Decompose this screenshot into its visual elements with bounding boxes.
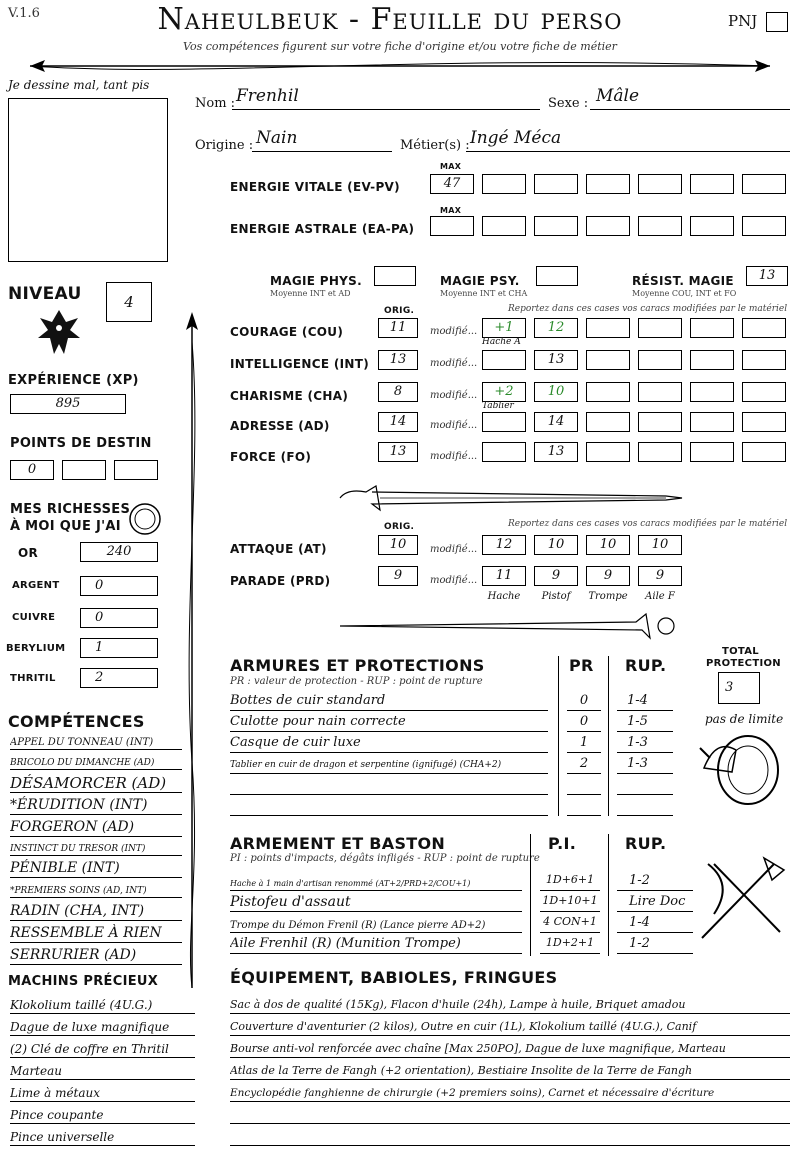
cuivre-box[interactable]: 0 bbox=[80, 608, 158, 628]
intelligence-mod[interactable] bbox=[638, 350, 682, 370]
armure-rup[interactable]: 1-3 bbox=[617, 735, 673, 753]
orig-label: ORIG. bbox=[384, 306, 415, 316]
adresse-mod[interactable] bbox=[690, 412, 734, 432]
arme-name[interactable]: Aile Frenhil (R) (Munition Trompe) bbox=[230, 936, 522, 954]
ea-box[interactable] bbox=[690, 216, 734, 236]
courage-mod[interactable] bbox=[690, 318, 734, 338]
armure-name[interactable] bbox=[230, 798, 548, 816]
parade-mod[interactable]: 9 bbox=[534, 566, 578, 586]
armement-col-divider bbox=[608, 834, 609, 956]
armures-col-divider bbox=[558, 656, 559, 816]
berylium-box[interactable]: 1 bbox=[80, 638, 158, 658]
arme-name[interactable]: Trompe du Démon Frenil (R) (Lance pierre AD+2) bbox=[230, 915, 522, 933]
armure-pr[interactable]: 2 bbox=[567, 756, 601, 774]
ea-box[interactable] bbox=[482, 216, 526, 236]
page-subtitle: Vos compétences figurent sur votre fiche d'origine et/ou votre fiche de métier bbox=[183, 40, 617, 53]
ev-box[interactable] bbox=[742, 174, 786, 194]
ev-max-box[interactable]: 47 bbox=[430, 174, 474, 194]
precieux-item[interactable]: Pince coupante bbox=[10, 1106, 195, 1124]
rup-header: RUP. bbox=[625, 656, 667, 675]
limit-note: pas de limite bbox=[705, 712, 784, 726]
destin-box[interactable]: 0 bbox=[10, 460, 54, 480]
portrait-caption: Je dessine mal, tant pis bbox=[8, 78, 150, 92]
arme-name[interactable]: Hache à 1 main d'artisan renommé (AT+2/PRD+2/COU+1) bbox=[230, 873, 522, 891]
armure-name[interactable]: Culotte pour nain correcte bbox=[230, 714, 548, 732]
equipement-line[interactable]: Atlas de la Terre de Fangh (+2 orientation), Bestiaire Insolite de la Terre de Fangh bbox=[230, 1062, 790, 1080]
equipement-line[interactable]: Encyclopédie fanghienne de chirurgie (+2 premiers soins), Carnet et nécessaire d'écriture bbox=[230, 1084, 790, 1102]
arme-pi[interactable]: 1D+10+1 bbox=[540, 894, 600, 912]
armure-name[interactable]: Bottes de cuir standard bbox=[230, 693, 548, 711]
richesses-label-2: À MOI QUE J'AI bbox=[10, 519, 121, 534]
origine-field[interactable]: Nain bbox=[252, 128, 392, 152]
arme-pi[interactable]: 4 CON+1 bbox=[540, 915, 600, 933]
precieux-item[interactable]: Dague de luxe magnifique bbox=[10, 1018, 195, 1036]
modif-label: modifié... bbox=[430, 326, 478, 337]
skill-item[interactable]: RESSEMBLE À RIEN bbox=[10, 923, 182, 943]
ea-box[interactable] bbox=[638, 216, 682, 236]
parade-mod[interactable]: 9 bbox=[638, 566, 682, 586]
precieux-item[interactable]: Marteau bbox=[10, 1062, 195, 1080]
charisme-mod[interactable]: +2 bbox=[482, 382, 526, 402]
charisme-mod[interactable] bbox=[742, 382, 786, 402]
skill-item[interactable]: APPEL DU TONNEAU (INT) bbox=[10, 734, 182, 750]
pi-header: P.I. bbox=[548, 834, 577, 853]
ea-box[interactable] bbox=[586, 216, 630, 236]
attaque-orig[interactable]: 10 bbox=[378, 535, 418, 555]
pnj-label: PNJ bbox=[728, 12, 758, 30]
attaque-label: ATTAQUE (AT) bbox=[230, 542, 327, 556]
skill-item[interactable]: INSTINCT DU TRESOR (INT) bbox=[10, 840, 182, 856]
equipement-line[interactable] bbox=[230, 1106, 790, 1124]
armure-name[interactable]: Casque de cuir luxe bbox=[230, 735, 548, 753]
modif-label: modifié... bbox=[430, 544, 478, 555]
competences-title: COMPÉTENCES bbox=[8, 712, 145, 731]
force-orig[interactable]: 13 bbox=[378, 442, 418, 462]
berylium-label: BERYLIUM bbox=[6, 643, 66, 654]
attaque-mod[interactable]: 12 bbox=[482, 535, 526, 555]
force-mod[interactable] bbox=[742, 442, 786, 462]
niveau-box[interactable]: 4 bbox=[106, 282, 152, 322]
weapon-col-label: Trompe bbox=[588, 591, 628, 602]
total-label-2: PROTECTION bbox=[706, 658, 781, 669]
thritil-box[interactable]: 2 bbox=[80, 668, 158, 688]
magie-psy-label: MAGIE PSY. bbox=[440, 274, 520, 288]
ev-box[interactable] bbox=[690, 174, 734, 194]
modif-label: modifié... bbox=[430, 390, 478, 401]
armure-pr[interactable]: 0 bbox=[567, 693, 601, 711]
magie-phys-sub: Moyenne INT et AD bbox=[270, 289, 351, 298]
courage-mod[interactable] bbox=[586, 318, 630, 338]
origine-label: Origine : bbox=[195, 138, 254, 153]
intelligence-mod[interactable] bbox=[586, 350, 630, 370]
arme-pi[interactable]: 1D+2+1 bbox=[540, 936, 600, 954]
magie-psy-sub: Moyenne INT et CHA bbox=[440, 289, 528, 298]
version-label: V.1.6 bbox=[8, 6, 40, 21]
ea-box[interactable] bbox=[742, 216, 786, 236]
destin-box[interactable] bbox=[114, 460, 158, 480]
armure-pr[interactable] bbox=[567, 798, 601, 816]
charisme-mod[interactable] bbox=[638, 382, 682, 402]
weapon-col-label: Hache bbox=[487, 591, 521, 602]
attaque-mod[interactable]: 10 bbox=[534, 535, 578, 555]
armure-name[interactable]: Tablier en cuir de dragon et serpentine (ignifugé) (CHA+2) bbox=[230, 756, 548, 774]
coin-icon bbox=[128, 502, 162, 536]
pnj-checkbox[interactable] bbox=[766, 12, 788, 32]
ev-box[interactable] bbox=[534, 174, 578, 194]
skill-item[interactable]: PÉNIBLE (INT) bbox=[10, 858, 182, 878]
arme-pi[interactable]: 1D+6+1 bbox=[540, 873, 600, 891]
armure-rup[interactable]: 1-3 bbox=[617, 756, 673, 774]
intelligence-orig[interactable]: 13 bbox=[378, 350, 418, 370]
armure-rup[interactable]: 1-4 bbox=[617, 693, 673, 711]
xp-label: EXPÉRIENCE (XP) bbox=[8, 373, 139, 388]
armure-rup[interactable]: 1-5 bbox=[617, 714, 673, 732]
weapon-col-label: Aile F bbox=[645, 591, 675, 602]
parade-label: PARADE (PRD) bbox=[230, 574, 331, 588]
intelligence-mod[interactable]: 13 bbox=[534, 350, 578, 370]
arme-name[interactable]: Pistofeu d'assaut bbox=[230, 894, 522, 912]
arme-rup[interactable]: 1-2 bbox=[617, 873, 693, 891]
skill-item[interactable]: SERRURIER (AD) bbox=[10, 945, 182, 965]
equipement-line[interactable]: Couverture d'aventurier (2 kilos), Outre en cuir (1L), Klokolium taillé (4U.G.), Canif bbox=[230, 1018, 790, 1036]
skill-item[interactable]: *ÉRUDITION (INT) bbox=[10, 795, 182, 815]
magie-phys-label: MAGIE PHYS. bbox=[270, 274, 362, 288]
ev-max-label: MAX bbox=[440, 162, 462, 171]
combat-orig-label: ORIG. bbox=[384, 522, 415, 532]
ea-box[interactable] bbox=[534, 216, 578, 236]
vertical-spear-icon bbox=[180, 312, 204, 992]
skill-item[interactable]: FORGERON (AD) bbox=[10, 817, 182, 837]
precieux-title: MACHINS PRÉCIEUX bbox=[8, 974, 159, 989]
spear-divider-icon bbox=[10, 54, 790, 78]
page-title: Naheulbeuk - Feuille du perso bbox=[157, 2, 623, 37]
metier-field[interactable]: Ingé Méca bbox=[466, 128, 790, 152]
charisme-label: CHARISME (CHA) bbox=[230, 389, 349, 403]
resist-magie-label: RÉSIST. MAGIE bbox=[632, 274, 734, 288]
force-mod[interactable] bbox=[638, 442, 682, 462]
armures-title: ARMURES ET PROTECTIONS bbox=[230, 656, 485, 675]
resist-magie-sub: Moyenne COU, INT et FO bbox=[632, 289, 737, 298]
ev-label: ENERGIE VITALE (EV-PV) bbox=[230, 180, 400, 194]
modif-label: modifié... bbox=[430, 575, 478, 586]
courage-mod[interactable] bbox=[638, 318, 682, 338]
courage-mod[interactable]: 12 bbox=[534, 318, 578, 338]
charisme-note: Tablier bbox=[482, 401, 514, 411]
ev-box[interactable] bbox=[638, 174, 682, 194]
force-label: FORCE (FO) bbox=[230, 450, 312, 464]
resist-magie-box[interactable]: 13 bbox=[746, 266, 788, 286]
modif-label: modifié... bbox=[430, 358, 478, 369]
adresse-orig[interactable]: 14 bbox=[378, 412, 418, 432]
adresse-mod[interactable] bbox=[638, 412, 682, 432]
pr-header: PR bbox=[569, 656, 594, 675]
or-label: OR bbox=[18, 546, 39, 560]
or-box[interactable]: 240 bbox=[80, 542, 158, 562]
nom-label: Nom : bbox=[195, 96, 236, 111]
armure-rup[interactable] bbox=[617, 798, 673, 816]
total-protection-box[interactable]: 3 bbox=[718, 672, 760, 704]
weapon-col-label: Pistof bbox=[541, 591, 571, 602]
armement-sub: PI : points d'impacts, dégâts infligés - RUP : point de rupture bbox=[230, 853, 540, 864]
modif-label: modifié... bbox=[430, 451, 478, 462]
richesses-label: MES RICHESSES bbox=[10, 502, 131, 517]
adresse-mod[interactable] bbox=[482, 412, 526, 432]
force-mod[interactable] bbox=[690, 442, 734, 462]
equipement-title: ÉQUIPEMENT, BABIOLES, FRINGUES bbox=[230, 968, 558, 987]
ea-max-box[interactable] bbox=[430, 216, 474, 236]
equipement-line[interactable] bbox=[230, 1128, 790, 1146]
precieux-item[interactable]: Lime à métaux bbox=[10, 1084, 195, 1102]
sword-icon bbox=[336, 608, 686, 644]
armure-pr[interactable]: 0 bbox=[567, 714, 601, 732]
adresse-label: ADRESSE (AD) bbox=[230, 419, 330, 433]
intelligence-mod[interactable] bbox=[742, 350, 786, 370]
courage-mod[interactable]: +1 bbox=[482, 318, 526, 338]
arme-rup[interactable]: Lire Doc bbox=[617, 894, 693, 912]
intelligence-label: INTELLIGENCE (INT) bbox=[230, 357, 369, 371]
cuivre-label: CUIVRE bbox=[12, 612, 56, 623]
skill-item[interactable]: *PREMIERS SOINS (AD, INT) bbox=[10, 882, 182, 898]
xp-box[interactable]: 895 bbox=[10, 394, 126, 414]
nom-field[interactable]: Frenhil bbox=[232, 86, 540, 110]
sexe-field[interactable]: Mâle bbox=[590, 86, 790, 110]
shield-helmet-icon bbox=[696, 728, 786, 808]
parade-orig[interactable]: 9 bbox=[378, 566, 418, 586]
parade-mod[interactable]: 11 bbox=[482, 566, 526, 586]
dragon-icon bbox=[34, 304, 84, 364]
weapons-icon bbox=[694, 854, 790, 944]
armure-name[interactable] bbox=[230, 777, 548, 795]
adresse-mod[interactable]: 14 bbox=[534, 412, 578, 432]
magie-phys-box[interactable] bbox=[374, 266, 416, 286]
armure-pr[interactable]: 1 bbox=[567, 735, 601, 753]
destin-label: POINTS DE DESTIN bbox=[10, 436, 152, 451]
armement-col-divider bbox=[530, 834, 531, 956]
force-mod[interactable] bbox=[482, 442, 526, 462]
sexe-label: Sexe : bbox=[548, 96, 589, 111]
portrait-box[interactable] bbox=[8, 98, 168, 262]
metier-label: Métier(s) : bbox=[400, 138, 470, 153]
arme-rup[interactable]: 1-2 bbox=[617, 936, 693, 954]
ea-label: ENERGIE ASTRALE (EA-PA) bbox=[230, 222, 415, 236]
force-mod[interactable] bbox=[586, 442, 630, 462]
attaque-mod[interactable]: 10 bbox=[586, 535, 630, 555]
attaque-mod[interactable]: 10 bbox=[638, 535, 682, 555]
ea-max-label: MAX bbox=[440, 206, 462, 215]
argent-label: ARGENT bbox=[12, 580, 60, 591]
parade-mod[interactable]: 9 bbox=[586, 566, 630, 586]
force-mod[interactable]: 13 bbox=[534, 442, 578, 462]
courage-label: COURAGE (COU) bbox=[230, 325, 344, 339]
arme-rup[interactable]: 1-4 bbox=[617, 915, 693, 933]
adresse-mod[interactable] bbox=[742, 412, 786, 432]
charisme-mod[interactable]: 10 bbox=[534, 382, 578, 402]
precieux-item[interactable]: Pince universelle bbox=[10, 1128, 195, 1146]
courage-mod[interactable] bbox=[742, 318, 786, 338]
courage-note: Hache A bbox=[482, 337, 521, 347]
equipement-line[interactable]: Bourse anti-vol renforcée avec chaîne [Max 250PO], Dague de luxe magnifique, Marteau bbox=[230, 1040, 790, 1058]
charisme-orig[interactable]: 8 bbox=[378, 382, 418, 402]
niveau-label: NIVEAU bbox=[8, 284, 82, 304]
armures-col-divider bbox=[608, 656, 609, 816]
armure-pr[interactable] bbox=[567, 777, 601, 795]
skill-item[interactable]: DÉSAMORCER (AD) bbox=[10, 773, 182, 793]
sword-icon bbox=[336, 478, 686, 518]
skill-item[interactable]: RADIN (CHA, INT) bbox=[10, 901, 182, 921]
charisme-mod[interactable] bbox=[690, 382, 734, 402]
armures-sub: PR : valeur de protection - RUP : point de rupture bbox=[230, 676, 483, 687]
armement-rup-header: RUP. bbox=[625, 834, 667, 853]
ev-box[interactable] bbox=[482, 174, 526, 194]
precieux-item[interactable]: (2) Clé de coffre en Thritil bbox=[10, 1040, 195, 1058]
intelligence-mod[interactable] bbox=[482, 350, 526, 370]
precieux-item[interactable]: Klokolium taillé (4U.G.) bbox=[10, 996, 195, 1014]
ev-box[interactable] bbox=[586, 174, 630, 194]
courage-orig[interactable]: 11 bbox=[378, 318, 418, 338]
total-label: TOTAL bbox=[722, 646, 759, 657]
destin-box[interactable] bbox=[62, 460, 106, 480]
combat-note: Reportez dans ces cases vos caracs modifiées par le matériel bbox=[508, 519, 788, 529]
armure-rup[interactable] bbox=[617, 777, 673, 795]
caracs-note: Reportez dans ces cases vos caracs modifiées par le matériel bbox=[508, 304, 788, 314]
intelligence-mod[interactable] bbox=[690, 350, 734, 370]
adresse-mod[interactable] bbox=[586, 412, 630, 432]
thritil-label: THRITIL bbox=[10, 673, 56, 684]
charisme-mod[interactable] bbox=[586, 382, 630, 402]
skill-item[interactable]: BRICOLO DU DIMANCHE (AD) bbox=[10, 754, 182, 770]
armement-title: ARMEMENT ET BASTON bbox=[230, 834, 446, 853]
modif-label: modifié... bbox=[430, 420, 478, 431]
magie-psy-box[interactable] bbox=[536, 266, 578, 286]
argent-box[interactable]: 0 bbox=[80, 576, 158, 596]
equipement-line[interactable]: Sac à dos de qualité (15Kg), Flacon d'huile (24h), Lampe à huile, Briquet amadou bbox=[230, 996, 790, 1014]
